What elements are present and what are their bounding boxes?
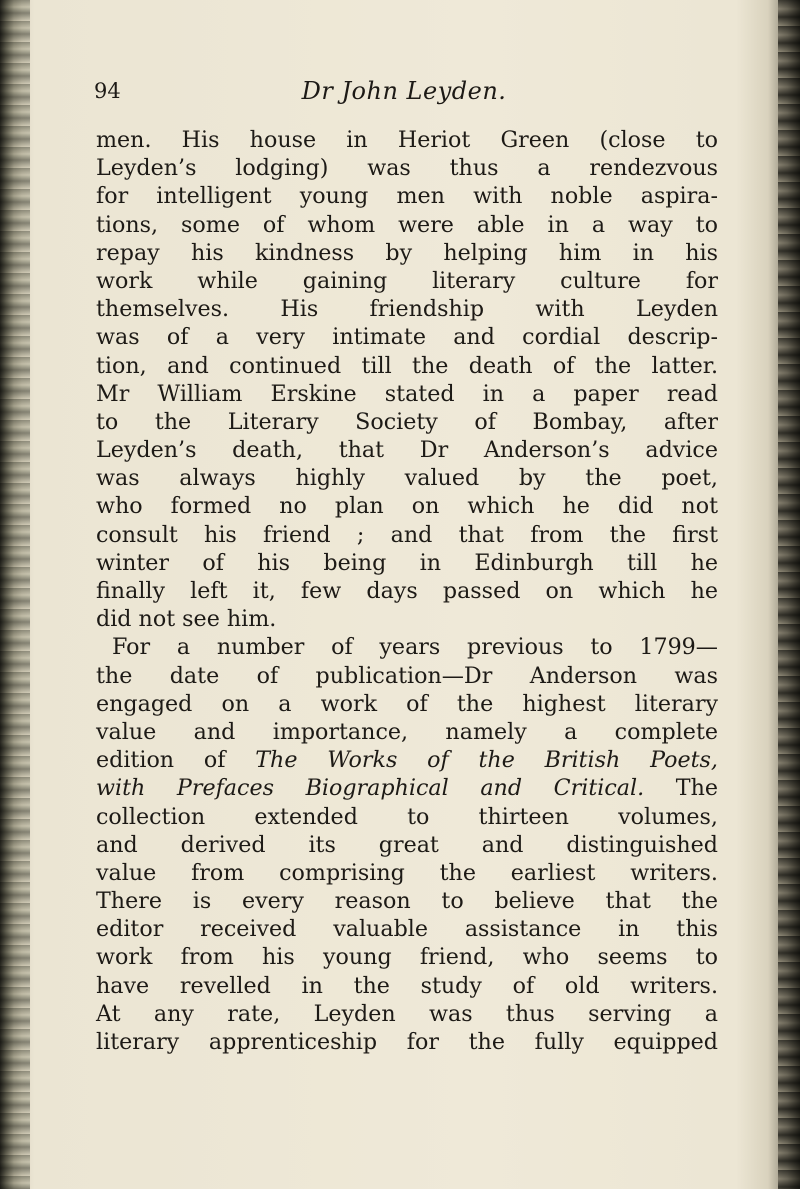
text-fragment: The	[675, 775, 719, 802]
body-text	[96, 126, 718, 1056]
text-line: finally left it, few days passed on which he	[96, 578, 718, 604]
text-line: value and importance, namely a complete	[96, 718, 718, 745]
text-line: There is every reason to believe that the	[96, 888, 718, 915]
text-line: literary apprenticeship for the fully equipped	[96, 1029, 718, 1055]
text-line: value from comprising the earliest writers.	[96, 859, 718, 886]
text-line: Leyden’s death, that Dr Anderson’s advice	[96, 437, 718, 464]
text-line: tion, and continued till the death of the latter.	[96, 352, 718, 379]
text-line: the date of publication—Dr Anderson was	[96, 662, 718, 689]
running-head: Dr John Leyden.	[301, 77, 507, 105]
text-line: engaged on a work of the highest literary	[96, 690, 718, 717]
text-fragment: edition of	[96, 747, 226, 774]
page-gutter-left	[0, 0, 30, 1189]
text-line: Leyden’s lodging) was thus a rendezvous	[96, 155, 718, 182]
text-line: who formed no plan on which he did not	[96, 493, 718, 520]
text-line: for intelligent young men with noble aspira-	[96, 183, 718, 210]
text-line: have revelled in the study of old writers.	[96, 972, 718, 999]
text-line: For a number of years previous to 1799—	[112, 634, 718, 661]
page-header	[94, 76, 714, 106]
text-line: was of a very intimate and cordial descrip-	[96, 324, 718, 351]
text-line: did not see him.	[96, 606, 277, 633]
text-line: themselves. His friendship with Leyden	[96, 296, 718, 323]
page-edge-right	[778, 0, 800, 1189]
text-line: collection extended to thirteen volumes,	[96, 803, 718, 830]
text-line: consult his friend ; and that from the first	[96, 521, 718, 548]
text-line: editor received valuable assistance in this	[96, 916, 718, 943]
text-line: and derived its great and distinguished	[96, 831, 718, 858]
text-line: tions, some of whom were able in a way to	[96, 211, 718, 238]
text-line: At any rate, Leyden was thus serving a	[96, 1000, 718, 1027]
text-line: work while gaining literary culture for	[96, 267, 718, 294]
page-number: 94	[94, 79, 121, 103]
text-line: Mr William Erskine stated in a paper read	[96, 380, 718, 407]
text-line: work from his young friend, who seems to	[96, 944, 718, 971]
text-line: repay his kindness by helping him in his	[96, 239, 718, 266]
book-subtitle-italic: with Prefaces Biographical and Critical.	[96, 775, 645, 802]
text-line: winter of his being in Edinburgh till he	[96, 549, 718, 576]
text-line: men. His house in Heriot Green (close to	[96, 127, 718, 153]
text-line-mixed	[96, 746, 718, 774]
text-line-mixed	[96, 774, 718, 802]
text-line: was always highly valued by the poet,	[96, 465, 718, 492]
text-line: to the Literary Society of Bombay, after	[96, 408, 718, 435]
book-title-italic: The Works of the British Poets,	[255, 747, 718, 774]
